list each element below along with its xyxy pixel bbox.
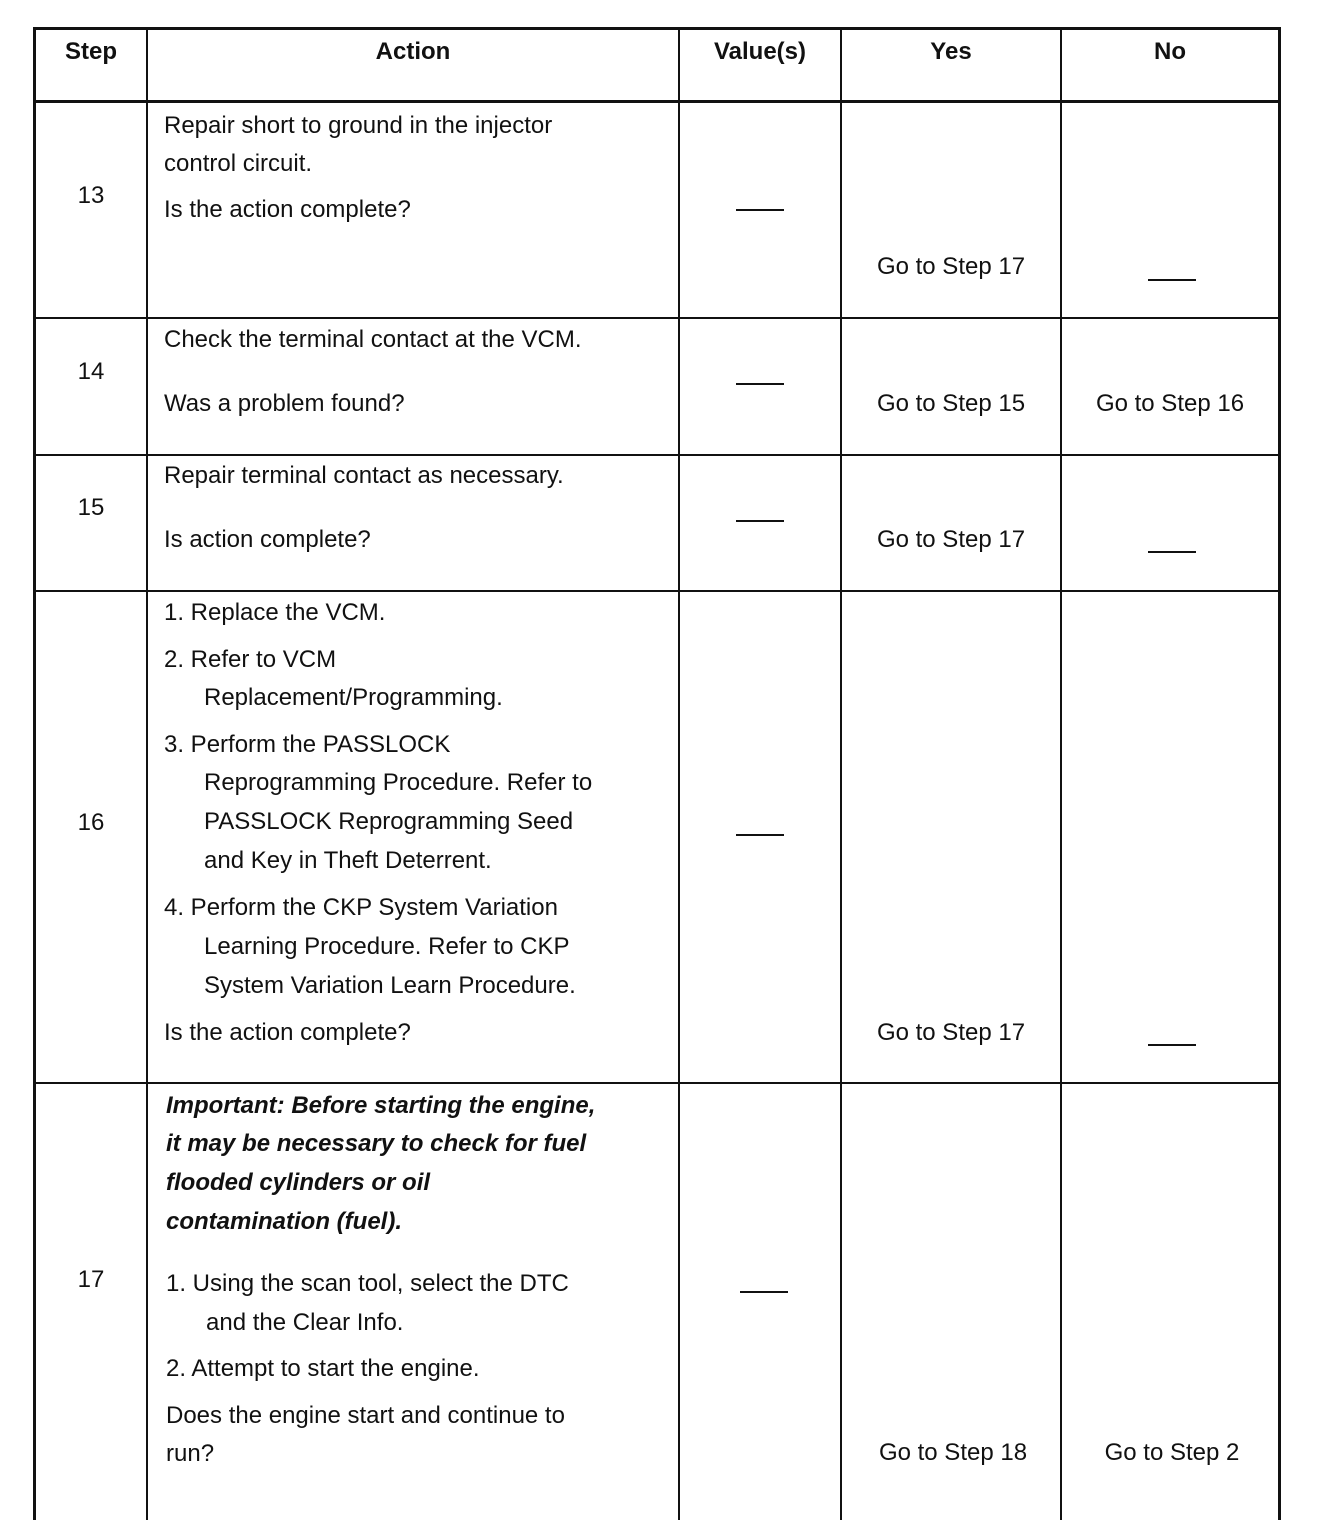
action-question: Was a problem found? bbox=[164, 390, 405, 417]
action-question: Is action complete? bbox=[164, 526, 371, 553]
action-question: run? bbox=[166, 1440, 215, 1467]
yes-action: Go to Step 18 bbox=[878, 1439, 1028, 1466]
important-note: contamination (fuel). bbox=[166, 1208, 402, 1235]
row-divider bbox=[36, 1082, 1278, 1084]
yes-action: Go to Step 15 bbox=[876, 390, 1026, 417]
action-list-item: Replacement/Programming. bbox=[204, 684, 503, 711]
row-divider bbox=[36, 590, 1278, 592]
value-dash bbox=[736, 834, 784, 836]
action-text: Repair short to ground in the injector bbox=[164, 112, 553, 139]
no-dash bbox=[1148, 279, 1196, 281]
step-number: 14 bbox=[77, 358, 105, 385]
action-list-item: and the Clear Info. bbox=[206, 1309, 404, 1336]
action-list-item: 4. Perform the CKP System Variation bbox=[164, 894, 558, 921]
yes-action: Go to Step 17 bbox=[876, 526, 1026, 553]
value-dash bbox=[736, 209, 784, 211]
action-list-item: System Variation Learn Procedure. bbox=[204, 972, 576, 999]
action-list-item: 1. Replace the VCM. bbox=[164, 599, 386, 626]
action-list-item: PASSLOCK Reprogramming Seed bbox=[204, 808, 574, 835]
important-note: Important: Before starting the engine, bbox=[166, 1092, 596, 1119]
column-divider bbox=[678, 30, 680, 1520]
step-number: 16 bbox=[77, 809, 105, 836]
header-values: Value(s) bbox=[713, 38, 807, 65]
step-number: 15 bbox=[77, 494, 105, 521]
yes-action: Go to Step 17 bbox=[876, 1019, 1026, 1046]
action-list-item: 2. Attempt to start the engine. bbox=[166, 1355, 480, 1382]
header-yes: Yes bbox=[930, 38, 972, 65]
no-dash bbox=[1148, 551, 1196, 553]
value-dash bbox=[736, 520, 784, 522]
action-question: Does the engine start and continue to bbox=[166, 1402, 565, 1429]
step-number: 13 bbox=[77, 182, 105, 209]
no-action: Go to Step 2 bbox=[1104, 1439, 1240, 1466]
important-note: it may be necessary to check for fuel bbox=[166, 1130, 587, 1157]
action-question: Is the action complete? bbox=[164, 196, 411, 223]
action-text: Repair terminal contact as necessary. bbox=[164, 462, 564, 489]
action-list-item: 1. Using the scan tool, select the DTC bbox=[166, 1270, 569, 1297]
value-dash bbox=[740, 1291, 788, 1293]
header-no: No bbox=[1154, 38, 1186, 65]
column-divider bbox=[146, 30, 148, 1520]
important-note: flooded cylinders or oil bbox=[166, 1169, 431, 1196]
step-number: 17 bbox=[77, 1266, 105, 1293]
row-divider bbox=[36, 317, 1278, 319]
action-text: Check the terminal contact at the VCM. bbox=[164, 326, 582, 353]
header-action: Action bbox=[375, 38, 451, 65]
no-dash bbox=[1148, 1044, 1196, 1046]
action-list-item: Reprogramming Procedure. Refer to bbox=[204, 769, 593, 796]
no-action: Go to Step 16 bbox=[1095, 390, 1245, 417]
column-divider bbox=[1060, 30, 1062, 1520]
row-divider bbox=[36, 454, 1278, 456]
action-question: Is the action complete? bbox=[164, 1019, 411, 1046]
action-list-item: 2. Refer to VCM bbox=[164, 646, 337, 673]
action-list-item: 3. Perform the PASSLOCK bbox=[164, 731, 451, 758]
value-dash bbox=[736, 383, 784, 385]
yes-action: Go to Step 17 bbox=[876, 253, 1026, 280]
action-list-item: Learning Procedure. Refer to CKP bbox=[204, 933, 570, 960]
header-step: Step bbox=[64, 38, 117, 65]
action-text: control circuit. bbox=[164, 150, 313, 177]
action-list-item: and Key in Theft Deterrent. bbox=[204, 847, 492, 874]
diagnostic-table bbox=[33, 27, 1281, 1520]
row-divider bbox=[36, 100, 1278, 103]
